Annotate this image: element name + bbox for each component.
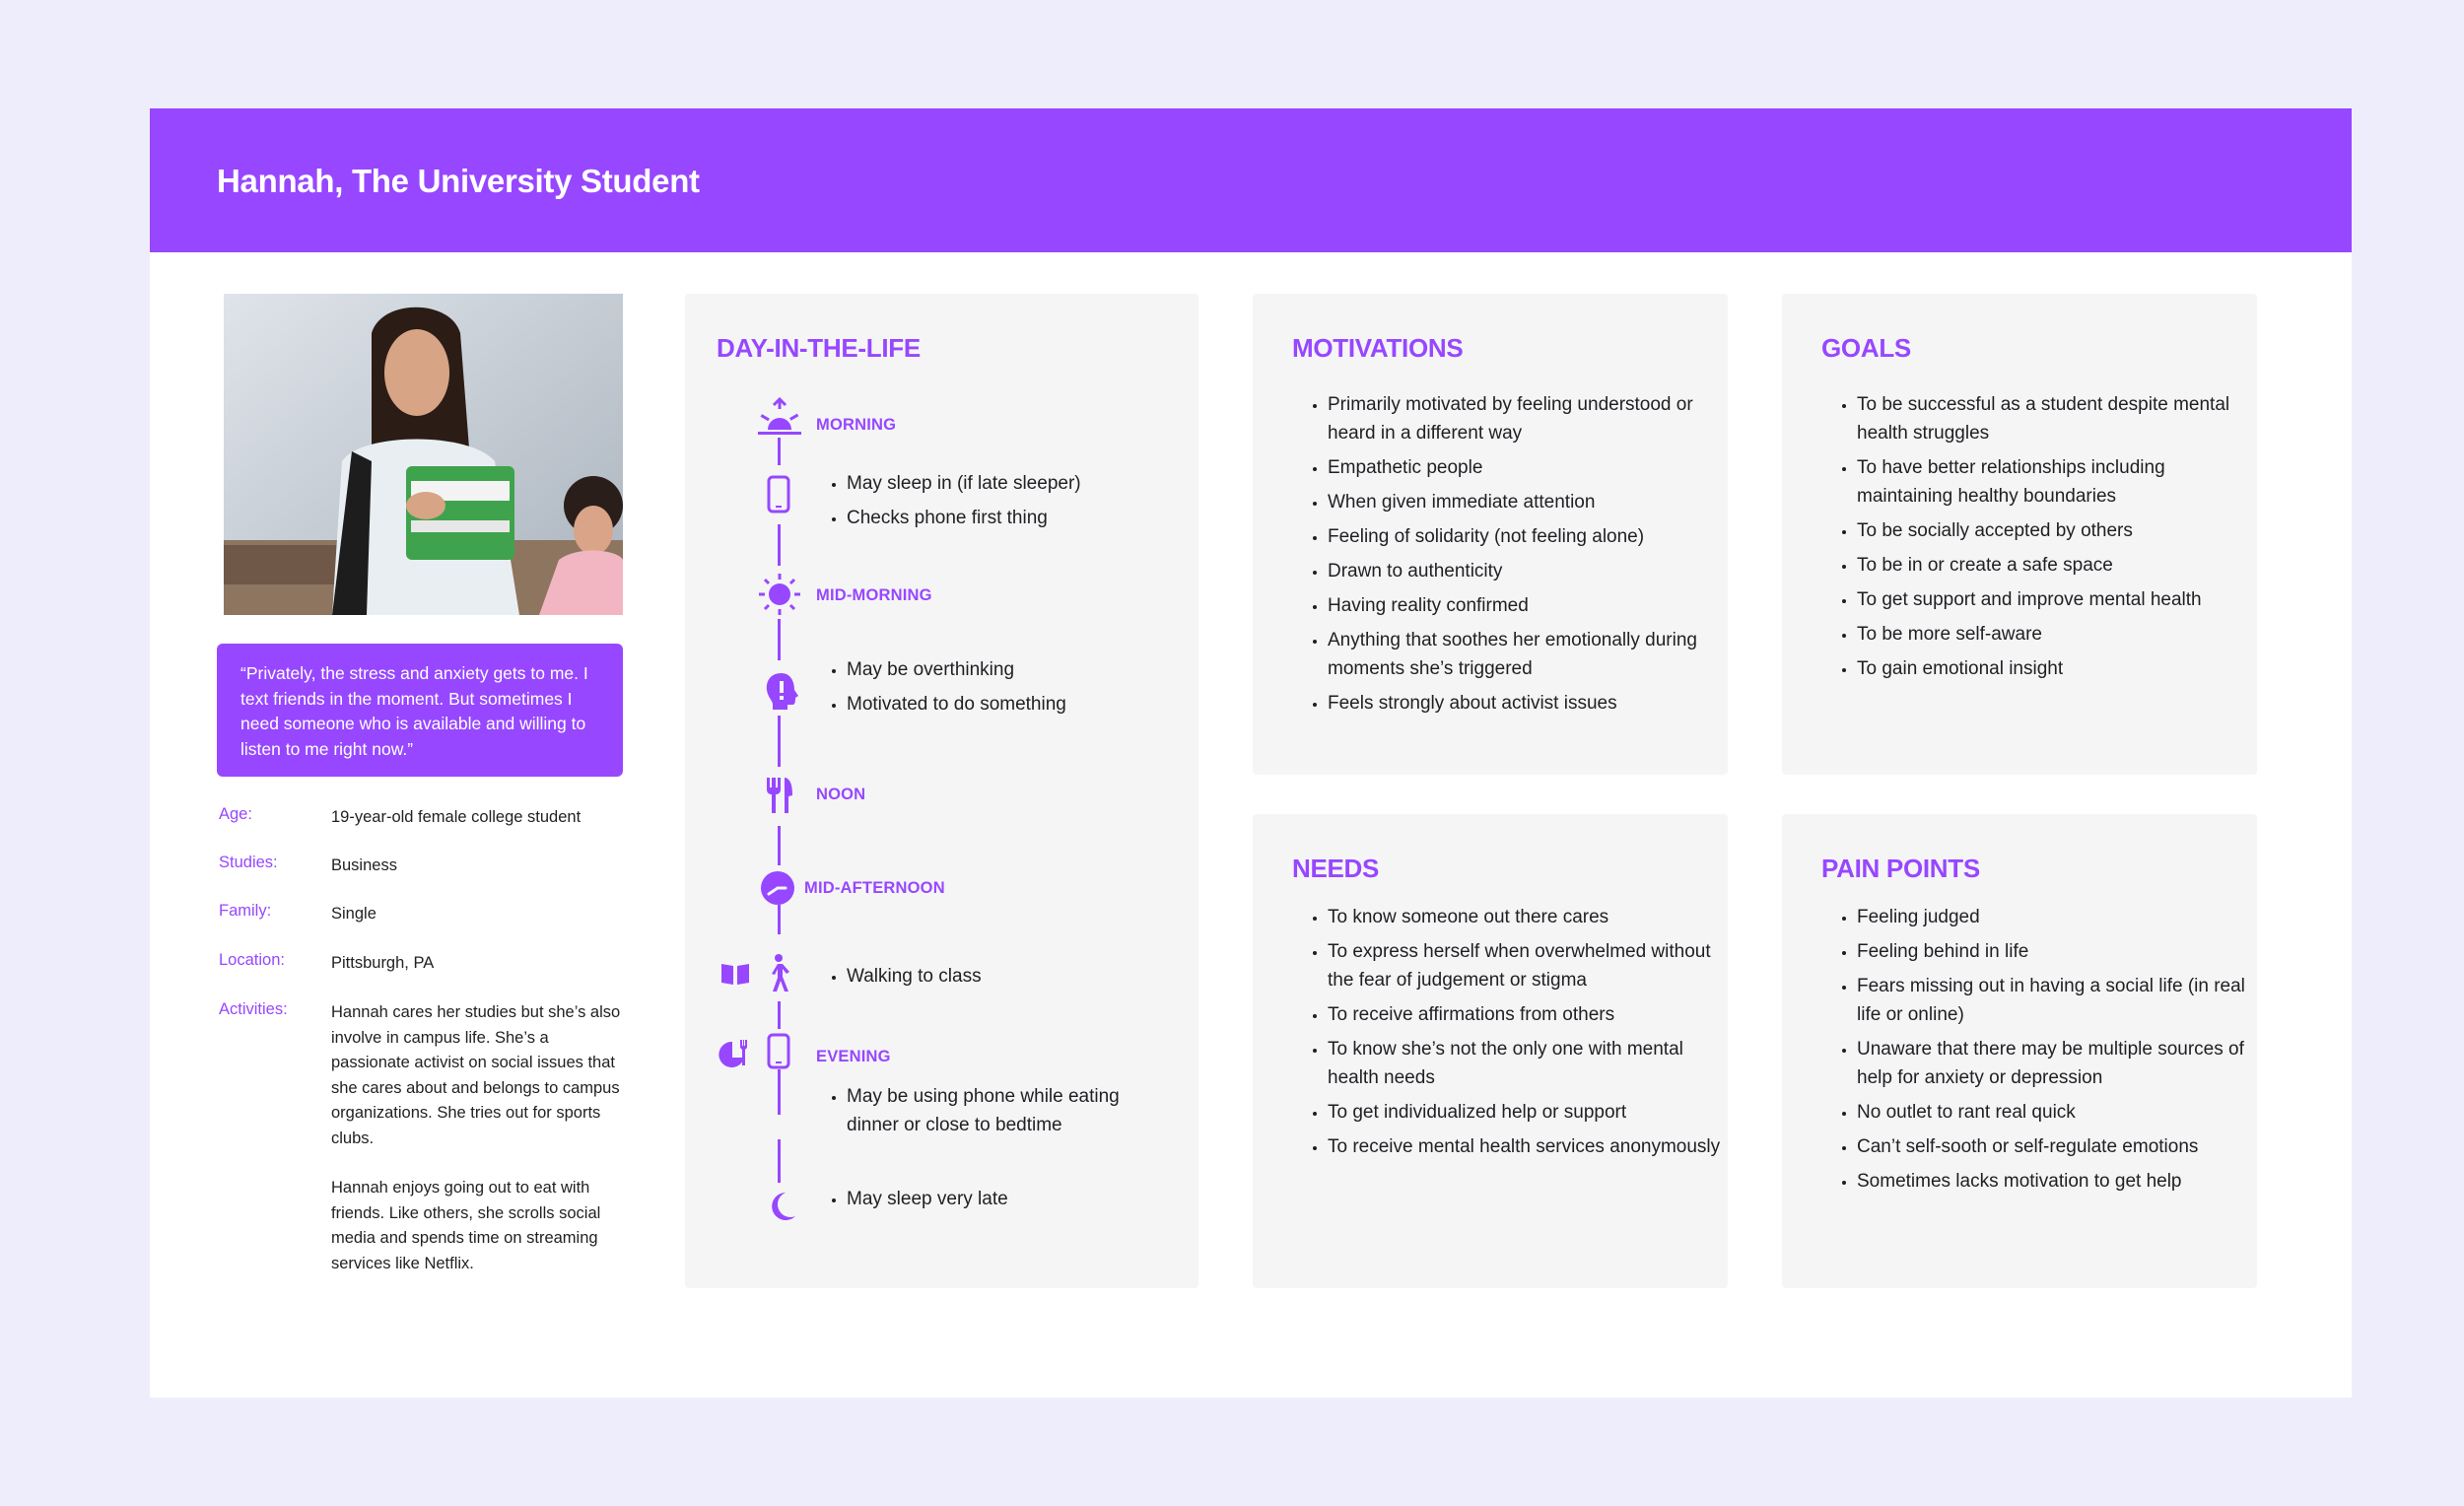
fork-knife-icon <box>764 776 795 815</box>
list-item: • Having reality confirmed <box>1328 591 1722 620</box>
list-item: • Can’t self-sooth or self-regulate emotions <box>1857 1132 2261 1161</box>
phone-icon <box>767 1033 790 1070</box>
timeline-label-noon: NOON <box>816 786 866 803</box>
goals-list <box>1821 390 2261 689</box>
list-item: • To have better relationships including maintaining healthy boundaries <box>1857 453 2261 511</box>
book-icon <box>720 962 750 986</box>
moon-icon <box>768 1191 797 1222</box>
goals-title: GOALS <box>1821 333 1911 363</box>
list-item: • Fears missing out in having a social life (in real life or online) <box>1857 972 2261 1029</box>
list-item: • Unaware that there may be multiple sources of help for anxiety or depression <box>1857 1035 2261 1092</box>
list-item: • May sleep very late <box>847 1185 1008 1213</box>
student-portrait-image <box>224 294 623 615</box>
day-in-life-title: DAY-IN-THE-LIFE <box>717 333 921 363</box>
timeline-line <box>778 1001 781 1029</box>
persona-header <box>150 108 2352 252</box>
pain-points-list <box>1821 903 2261 1201</box>
persona-card <box>150 108 2352 1398</box>
motivations-panel <box>1253 294 1728 775</box>
list-item: • To be successful as a student despite mental health struggles <box>1857 390 2261 447</box>
timeline-line <box>778 619 781 660</box>
timeline-label-evening: EVENING <box>816 1048 891 1065</box>
timeline-line <box>778 716 781 767</box>
food-icon <box>719 1038 752 1069</box>
timeline-line <box>778 438 781 465</box>
timeline-label-mid-morning: MID-MORNING <box>816 586 932 604</box>
day-in-life-panel <box>685 294 1198 1288</box>
list-item: • No outlet to rant real quick <box>1857 1098 2261 1127</box>
list-item: • May be overthinking <box>847 655 1066 684</box>
detail-value: Single <box>331 905 376 923</box>
timeline-line <box>778 905 781 934</box>
timeline-label-morning: MORNING <box>816 416 897 434</box>
list-item: • To get individualized help or support <box>1328 1098 1732 1127</box>
mid-afternoon-list <box>811 962 982 996</box>
list-item: • Walking to class <box>847 962 982 991</box>
timeline-line <box>778 524 781 566</box>
persona-quote: “Privately, the stress and anxiety gets to me. I text friends in the moment. But sometimes I need someone who is available and willing to listen to me right now.” <box>217 644 623 777</box>
persona-title: Hannah, The University Student <box>217 163 700 199</box>
goals-panel <box>1782 294 2257 775</box>
activities-paragraph: Hannah enjoys going out to eat with friends. Like others, she scrolls social media and spends time on streaming services like Netflix. <box>331 1179 601 1272</box>
walking-icon <box>764 954 793 993</box>
detail-value: 19-year-old female college student <box>331 808 582 826</box>
list-item: • May be using phone while eating dinner or close to bedtime <box>847 1082 1172 1139</box>
evening-list <box>811 1082 1172 1145</box>
needs-list <box>1292 903 1732 1167</box>
list-item: • To receive mental health services anonymously <box>1328 1132 1732 1161</box>
timeline-label-mid-afternoon: MID-AFTERNOON <box>804 879 945 897</box>
activities-paragraph: Hannah cares her studies but she’s also involve in campus life. She’s a passionate activist on social issues that she cares about and belongs to campus organizations. She tries out for sports clubs. <box>331 1003 621 1147</box>
detail-value: Pittsburgh, PA <box>331 954 435 972</box>
list-item: • Sometimes lacks motivation to get help <box>1857 1167 2261 1196</box>
timeline-line <box>778 1069 781 1115</box>
list-item: • Feeling judged <box>1857 903 2261 931</box>
detail-label: Studies: <box>219 854 278 871</box>
timeline-line <box>778 826 781 865</box>
list-item: • May sleep in (if late sleeper) <box>847 469 1081 498</box>
morning-list <box>811 469 1081 538</box>
sunrise-icon <box>756 397 803 439</box>
detail-label: Location: <box>219 951 285 969</box>
list-item: • To receive affirmations from others <box>1328 1000 1732 1029</box>
list-item: • When given immediate attention <box>1328 488 1722 516</box>
needs-title: NEEDS <box>1292 854 1380 883</box>
list-item: • Drawn to authenticity <box>1328 557 1722 585</box>
night-list <box>811 1185 1008 1219</box>
mid-morning-list <box>811 655 1066 724</box>
list-item: • Anything that soothes her emotionally during moments she’s triggered <box>1328 626 1722 683</box>
list-item: • To know she’s not the only one with mental health needs <box>1328 1035 1732 1092</box>
list-item: • To gain emotional insight <box>1857 654 2261 683</box>
needs-panel <box>1253 814 1728 1288</box>
head-alert-icon <box>764 671 801 711</box>
list-item: • To get support and improve mental health <box>1857 585 2261 614</box>
list-item: • To be in or create a safe space <box>1857 551 2261 580</box>
detail-label: Activities: <box>219 1000 288 1018</box>
list-item: • Motivated to do something <box>847 690 1066 719</box>
list-item: • Empathetic people <box>1328 453 1722 482</box>
phone-icon <box>767 475 790 514</box>
pain-points-panel <box>1782 814 2257 1288</box>
clock-icon <box>760 870 795 906</box>
list-item: • Feeling of solidarity (not feeling alone) <box>1328 522 1722 551</box>
list-item: • Feeling behind in life <box>1857 937 2261 966</box>
detail-value <box>331 1000 627 1301</box>
list-item: • Primarily motivated by feeling understood or heard in a different way <box>1328 390 1722 447</box>
sun-icon <box>758 573 801 616</box>
list-item: • Checks phone first thing <box>847 504 1081 532</box>
list-item: • To express herself when overwhelmed without the fear of judgement or stigma <box>1328 937 1732 994</box>
detail-value: Business <box>331 856 397 874</box>
list-item: • To be socially accepted by others <box>1857 516 2261 545</box>
detail-label: Age: <box>219 805 252 823</box>
list-item: • To know someone out there cares <box>1328 903 1732 931</box>
detail-label: Family: <box>219 902 272 920</box>
list-item: • Feels strongly about activist issues <box>1328 689 1722 718</box>
pain-points-title: PAIN POINTS <box>1821 854 1980 883</box>
motivations-list <box>1292 390 1722 723</box>
persona-photo <box>224 294 623 615</box>
timeline-line <box>778 1139 781 1183</box>
motivations-title: MOTIVATIONS <box>1292 333 1464 363</box>
list-item: • To be more self-aware <box>1857 620 2261 649</box>
